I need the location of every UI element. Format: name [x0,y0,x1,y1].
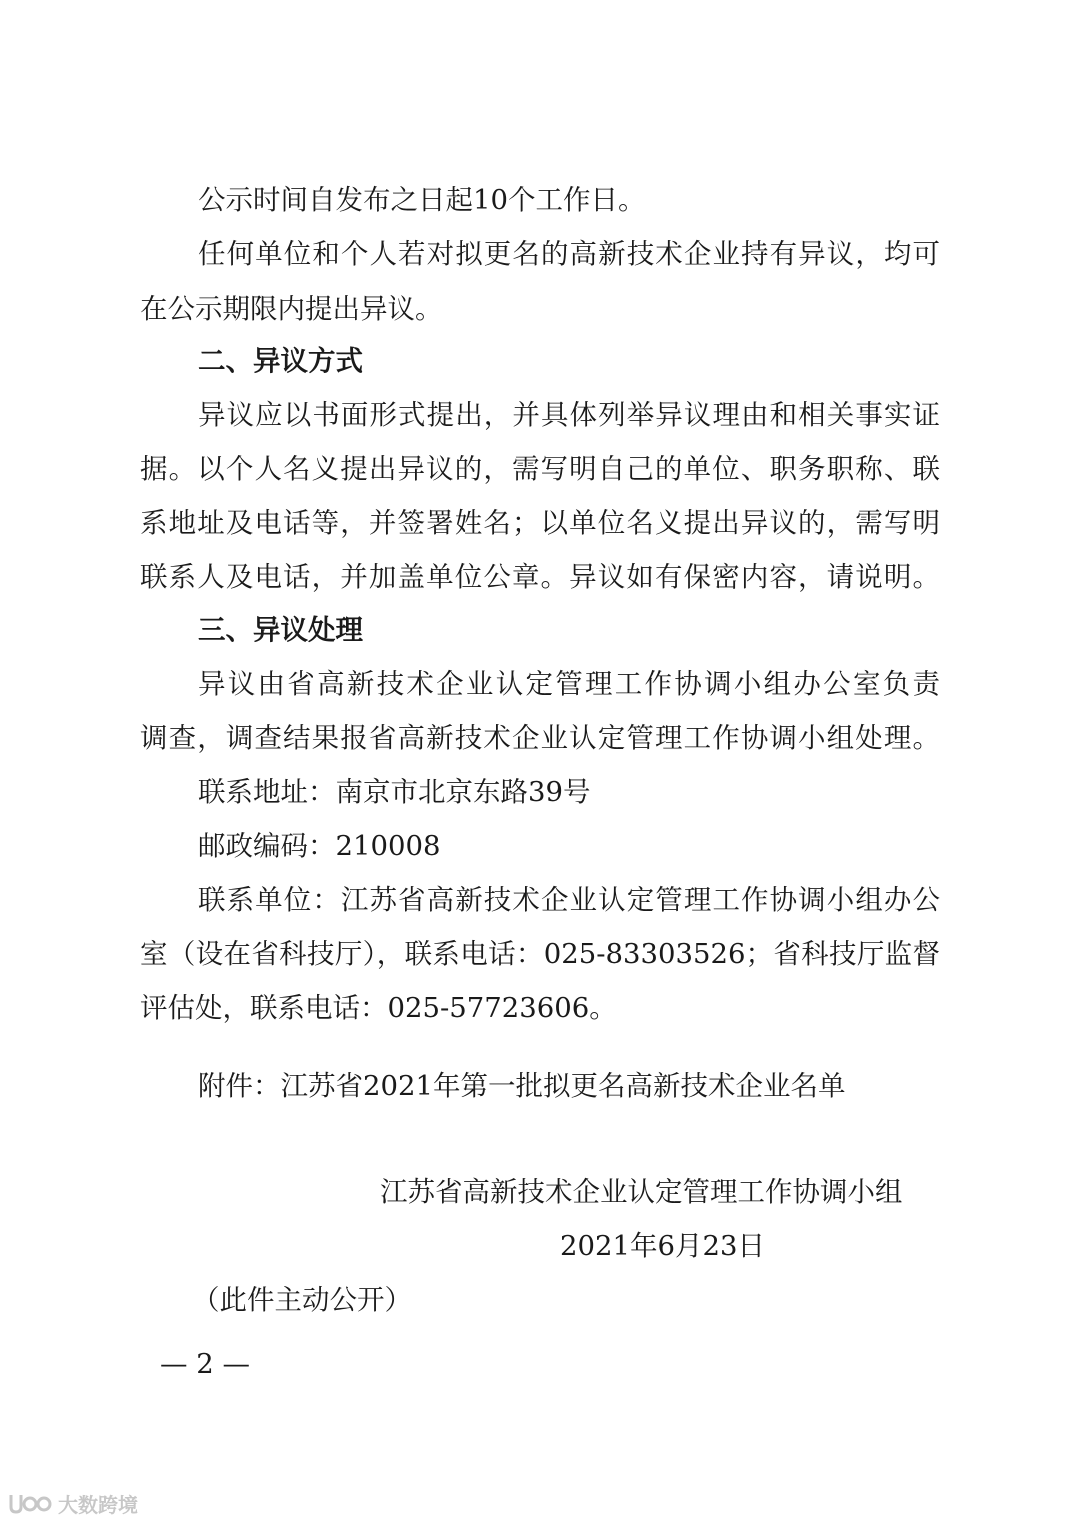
attachment-note: 附件：江苏省2021年第一批拟更名高新技术企业名单 [198,1070,846,1102]
contact-address: 联系地址：南京市北京东路39号 [198,776,591,808]
paragraph-publicity-period: 公示时间自发布之日起10个工作日。 [198,184,646,216]
watermark-text: 大数跨境 [58,1492,138,1517]
paragraph-method-line-1: 异议应以书面形式提出，并具体列举异议理由和相关事实证 [198,399,940,431]
paragraph-objection-line-2: 在公示期限内提出异议。 [140,293,443,325]
paragraph-method-line-3: 系地址及电话等，并签署姓名；以单位名义提出异议的，需写明 [140,507,940,539]
signature-organization: 江苏省高新技术企业认定管理工作协调小组 [380,1176,903,1208]
paragraph-handling-line-2: 调查，调查结果报省高新技术企业认定管理工作协调小组处理。 [140,722,940,754]
signature-date: 2021年6月23日 [560,1230,765,1262]
watermark [8,1488,138,1518]
postal-code: 邮政编码：210008 [198,830,441,862]
contact-unit-line-2: 室（设在省科技厅），联系电话：025-83303526；省科技厅监督 [140,938,940,970]
paragraph-method-line-4: 联系人及电话，并加盖单位公章。异议如有保密内容，请说明。 [140,561,940,593]
paragraph-handling-line-1: 异议由省高新技术企业认定管理工作协调小组办公室负责 [198,668,940,700]
ultra-logo-icon [8,1491,52,1515]
contact-unit-line-1: 联系单位：江苏省高新技术企业认定管理工作协调小组办公 [198,884,940,916]
section-heading-objection-method: 二、异议方式 [198,345,363,377]
paragraph-objection-line-1: 任何单位和个人若对拟更名的高新技术企业持有异议，均可 [198,238,940,270]
contact-unit-line-3: 评估处，联系电话：025-57723606。 [140,992,617,1024]
public-disclosure-note: （此件主动公开） [192,1284,412,1316]
section-heading-objection-handling: 三、异议处理 [198,614,363,646]
page-number: — 2 — [160,1348,250,1380]
paragraph-method-line-2: 据。以个人名义提出异议的，需写明自己的单位、职务职称、联 [140,453,940,485]
